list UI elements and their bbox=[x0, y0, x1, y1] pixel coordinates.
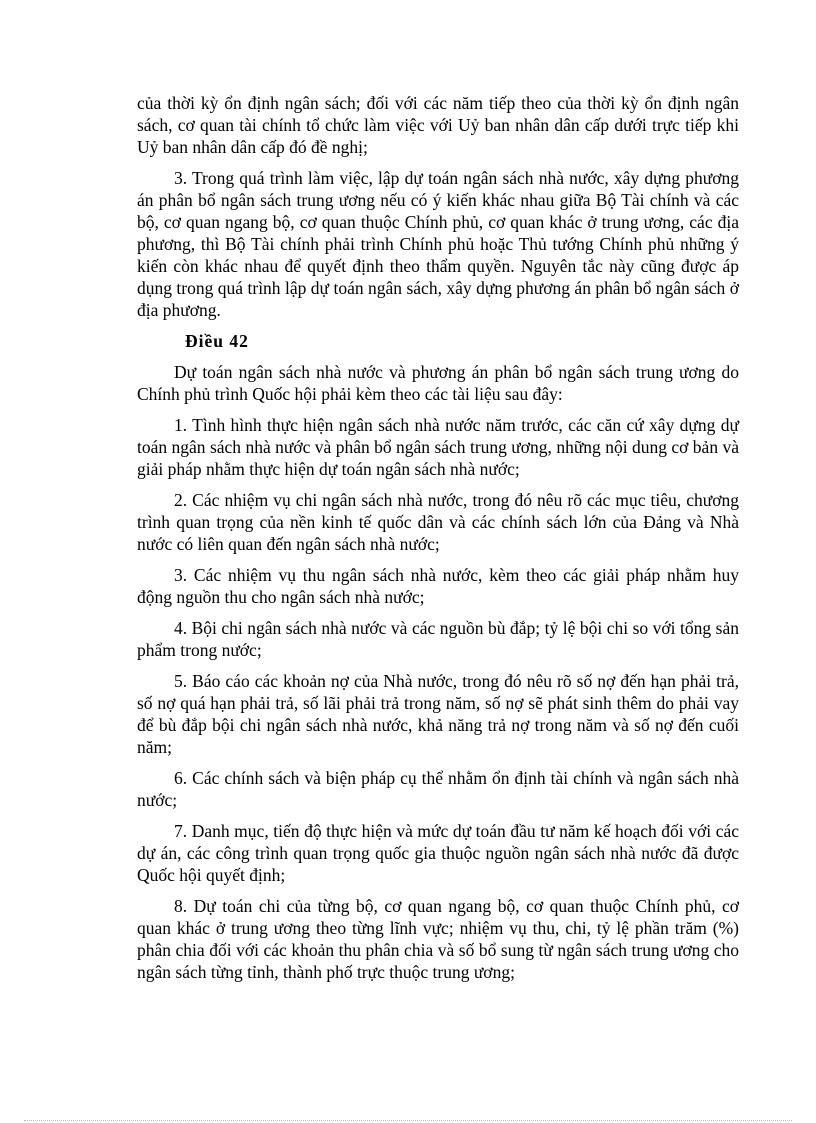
paragraph-continuation: của thời kỳ ổn định ngân sách; đối với các năm tiếp theo của thời kỳ ổn định ngân sách, cơ quan tài chính tổ chức làm việc với Uỷ ban nhân dân cấp dưới trực tiếp khi Uỷ ban nhân dân cấp đó đề nghị; bbox=[137, 93, 739, 157]
paragraph-item-4: 4. Bội chi ngân sách nhà nước và các nguồn bù đắp; tỷ lệ bội chi so với tổng sản phẩm trong nước; bbox=[137, 618, 739, 660]
paragraph-item-1: 1. Tình hình thực hiện ngân sách nhà nước năm trước, các căn cứ xây dựng dự toán ngân sách nhà nước và phân bổ ngân sách trung ương, những nội dung cơ bản và giải pháp nhằm thực hiện dự toán ngân sách nhà nước; bbox=[137, 415, 739, 479]
page-bottom-divider bbox=[24, 1120, 792, 1121]
paragraph-item-6: 6. Các chính sách và biện pháp cụ thể nhằm ổn định tài chính và ngân sách nhà nước; bbox=[137, 768, 739, 810]
paragraph-article-intro: Dự toán ngân sách nhà nước và phương án phân bổ ngân sách trung ương do Chính phủ trình Quốc hội phải kèm theo các tài liệu sau đây: bbox=[137, 362, 739, 404]
paragraph-item-7: 7. Danh mục, tiến độ thực hiện và mức dự toán đầu tư năm kế hoạch đối với các dự án, các công trình quan trọng quốc gia thuộc nguồn ngân sách nhà nước đã được Quốc hội quyết định; bbox=[137, 821, 739, 885]
paragraph-clause-3-budget-disagreement: 3. Trong quá trình làm việc, lập dự toán ngân sách nhà nước, xây dựng phương án phân bổ ngân sách trung ương nếu có ý kiến khác nhau giữa Bộ Tài chính và các bộ, cơ quan ngang bộ, cơ quan thuộc Chính phủ, cơ quan khác ở trung ương, các địa phương, thì Bộ Tài chính phải trình Chính phủ hoặc Thủ tướng Chính phủ những ý kiến còn khác nhau để quyết định theo thẩm quyền. Nguyên tắc này cũng được áp dụng trong quá trình lập dự toán ngân sách, xây dựng phương án phân bổ ngân sách ở địa phương. bbox=[137, 168, 739, 320]
paragraph-item-3: 3. Các nhiệm vụ thu ngân sách nhà nước, kèm theo các giải pháp nhằm huy động nguồn thu cho ngân sách nhà nước; bbox=[137, 565, 739, 607]
paragraph-item-8: 8. Dự toán chi của từng bộ, cơ quan ngang bộ, cơ quan thuộc Chính phủ, cơ quan khác ở trung ương theo từng lĩnh vực; nhiệm vụ thu, chi, tỷ lệ phần trăm (%) phân chia đối với các khoản thu phân chia và số bổ sung từ ngân sách trung ương cho ngân sách từng tỉnh, thành phố trực thuộc trung ương; bbox=[137, 896, 739, 982]
article-heading: Điều 42 bbox=[185, 331, 249, 351]
paragraph-item-2: 2. Các nhiệm vụ chi ngân sách nhà nước, trong đó nêu rõ các mục tiêu, chương trình quan trọng của nền kinh tế quốc dân và các chính sách lớn của Đảng và Nhà nước có liên quan đến ngân sách nhà nước; bbox=[137, 490, 739, 554]
document-page bbox=[137, 92, 739, 992]
paragraph-item-5: 5. Báo cáo các khoản nợ của Nhà nước, trong đó nêu rõ số nợ đến hạn phải trả, số nợ quá hạn phải trả, số lãi phải trả trong năm, số nợ sẽ phát sinh thêm do phải vay để bù đắp bội chi ngân sách nhà nước, khả năng trả nợ trong năm và số nợ đến cuối năm; bbox=[137, 671, 739, 757]
